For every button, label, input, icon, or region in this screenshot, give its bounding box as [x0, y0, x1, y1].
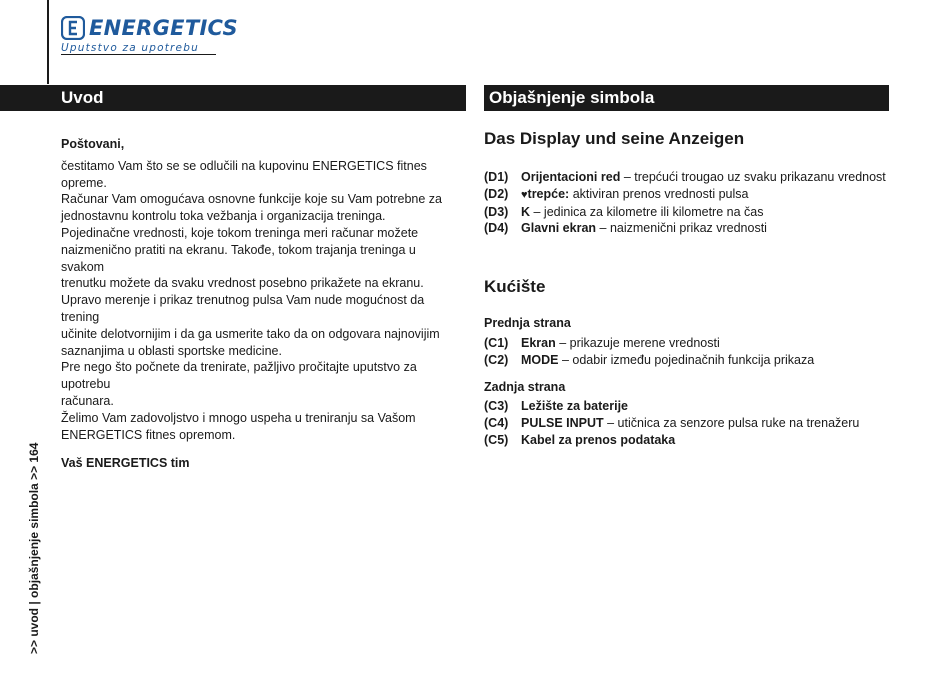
item-term: Orijentacioni red: [521, 170, 621, 184]
display-item-d3: [484, 204, 889, 221]
item-desc: aktiviran prenos vrednosti pulsa: [569, 186, 749, 201]
intro-line: Želimo Vam zadovoljstvo i mnogo uspeha u treniranju sa Vašom: [61, 410, 416, 425]
margin-rule: [47, 0, 49, 84]
item-term: MODE: [521, 352, 559, 367]
item-term: PULSE INPUT: [521, 416, 604, 431]
display-item-d2: [484, 186, 889, 204]
intro-line: naizmenično pratiti na ekranu. Takođe, tokom trajanja treninga u svakom: [61, 242, 416, 274]
section-header-symbols: Objašnjenje simbola: [484, 85, 889, 111]
item-code: (D2): [484, 186, 509, 201]
heart-icon: ♥: [521, 188, 528, 201]
display-title: Das Display und seine Anzeigen: [484, 129, 745, 148]
front-title: Prednja strana: [484, 316, 571, 331]
item-desc: – utičnica za senzore pulsa ruke na trenažeru: [603, 416, 860, 431]
greeting: Poštovani,: [61, 137, 125, 151]
display-item-d4: [484, 220, 889, 237]
item-term: Ležište za baterije: [521, 399, 628, 414]
case-item-c1: [484, 335, 889, 352]
logo-underline: [61, 54, 216, 55]
brand-logo: [61, 15, 238, 55]
intro-line: računara.: [61, 393, 114, 408]
item-code: (C3): [484, 399, 509, 414]
item-term: trepće:: [527, 186, 570, 201]
side-footer-breadcrumb: >> uvod | objašnjenje simbola >> 164: [27, 442, 41, 654]
item-desc: – prikazuje merene vrednosti: [555, 335, 720, 350]
case-item-c5: [484, 432, 889, 449]
item-code: (C2): [484, 352, 509, 367]
intro-text-block: [61, 136, 456, 472]
section-header-intro: Uvod: [0, 85, 466, 111]
item-code: (D1): [484, 170, 509, 184]
item-desc: – jedinica za kilometre ili kilometre na čas: [530, 204, 764, 219]
intro-line: trenutku možete da svaku vrednost posebno prikažete na ekranu.: [61, 276, 424, 291]
intro-line: ENERGETICS fitnes opremom.: [61, 427, 236, 442]
item-code: (C1): [484, 335, 509, 350]
item-code: (D4): [484, 221, 509, 236]
item-term: K: [521, 204, 531, 219]
logo-brand-text: ENERGETICS: [89, 16, 238, 40]
case-item-c3: [484, 398, 889, 415]
energetics-logo-icon: [61, 16, 85, 40]
symbols-block: [484, 128, 889, 449]
intro-line: čestitamo Vam što se se odlučili na kupovinu ENERGETICS fitnes opreme.: [61, 158, 427, 190]
intro-line: učinite delotvornijim i da ga usmerite tako da on odgovara najnovijim: [61, 326, 440, 341]
item-code: (C4): [484, 416, 509, 431]
item-term: Glavni ekran: [521, 221, 597, 236]
item-desc: – trepćući trougao uz svaku prikazanu vrednost: [620, 170, 886, 184]
intro-line: Računar Vam omogućava osnovne funkcije koje su Vam potrebne za: [61, 192, 442, 207]
item-code: (C5): [484, 432, 509, 447]
intro-line: Pojedinačne vrednosti, koje tokom treninga meri računar možete: [61, 225, 419, 240]
intro-line: Upravo merenje i prikaz trenutnog pulsa Vam nude mogućnost da trening: [61, 293, 425, 324]
intro-line: Pre nego što počnete da trenirate, pažljivo pročitajte uputstvo za upotrebu: [61, 360, 417, 392]
logo-tagline: Uputstvo za upotrebu: [61, 42, 199, 54]
item-desc: – odabir između pojedinačnih funkcija prikaza: [558, 352, 815, 367]
item-code: (D3): [484, 204, 509, 219]
back-title: Zadnja strana: [484, 379, 566, 394]
signoff: Vaš ENERGETICS tim: [61, 456, 190, 471]
case-item-c2: [484, 352, 889, 369]
intro-line: jednostavnu kontrolu toka vežbanja i organizacija treninga.: [61, 209, 386, 224]
display-item-d1: [484, 169, 889, 186]
case-item-c4: [484, 415, 889, 432]
intro-line: saznanjima u oblasti sportske medicine.: [61, 343, 282, 358]
case-title: Kućište: [484, 277, 546, 297]
item-term: Kabel za prenos podataka: [521, 432, 676, 447]
item-term: Ekran: [521, 335, 556, 350]
item-desc: – naizmenični prikaz vrednosti: [596, 221, 767, 236]
